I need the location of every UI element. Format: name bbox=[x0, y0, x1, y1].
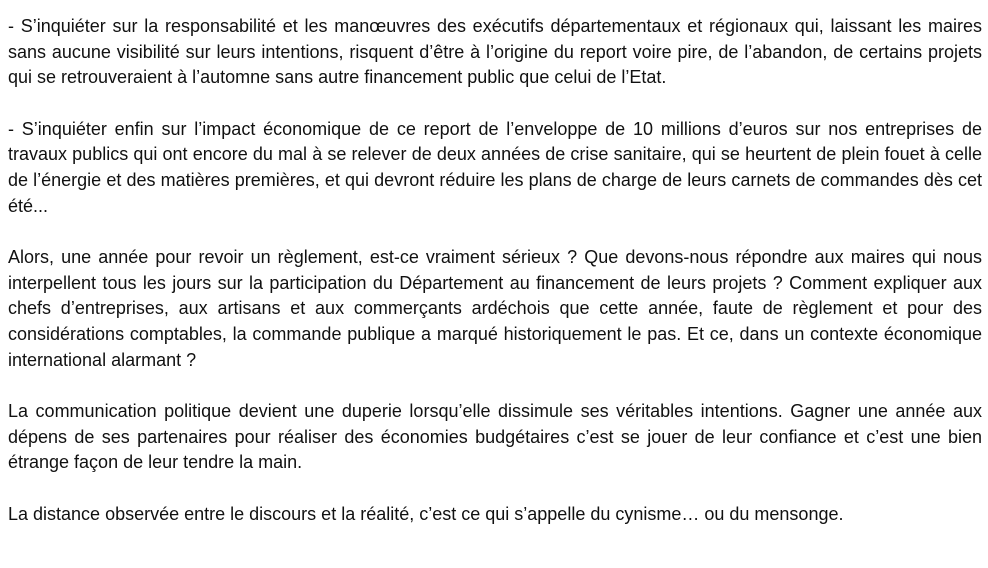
paragraph-responsabilite-executifs: - S’inquiéter sur la responsabilité et les manœuvres des exécutifs départementaux et régionaux qui, laissant les maires sans aucune visibilité sur leurs intentions, risquent d’être à l’origine du report voire pire, de l’abandon, de certains projets qui se retrouveraient à l’automne sans autre financement public que celui de l’Etat. bbox=[8, 16, 982, 88]
paragraph-communication-politique: La communication politique devient une duperie lorsqu’elle dissimule ses véritables intentions. Gagner une année aux dépens de ses partenaires pour réaliser des économies budgétaires c’est se jouer de leur confiance et c’est une bien étrange façon de leur tendre la main. bbox=[8, 401, 982, 473]
paragraph-cynisme: La distance observée entre le discours et la réalité, c’est ce qui s’appelle du cynisme… ou du mensonge. bbox=[8, 503, 844, 524]
paragraph-revoir-reglement: Alors, une année pour revoir un règlement, est-ce vraiment sérieux ? Que devons-nous répondre aux maires qui nous interpellent tous les jours sur la participation du Département au financement de leurs projets ? Comment expliquer aux chefs d’entreprises, aux artisans et aux commerçants ardéchois que cette année, faute de règlement et pour des considérations comptables, la commande publique a marqué historiquement le pas. Et ce, dans un contexte économique international alarmant ? bbox=[8, 247, 982, 370]
paragraph-impact-economique: - S’inquiéter enfin sur l’impact économique de ce report de l’enveloppe de 10 millions d’euros sur nos entreprises de travaux publics qui ont encore du mal à se relever de deux années de crise sanitaire, qui se heurtent de plein fouet à celle de l’énergie et des matières premières, et qui devront réduire les plans de charge de leurs carnets de commandes dès cet été... bbox=[8, 118, 982, 216]
document-body bbox=[8, 14, 982, 528]
